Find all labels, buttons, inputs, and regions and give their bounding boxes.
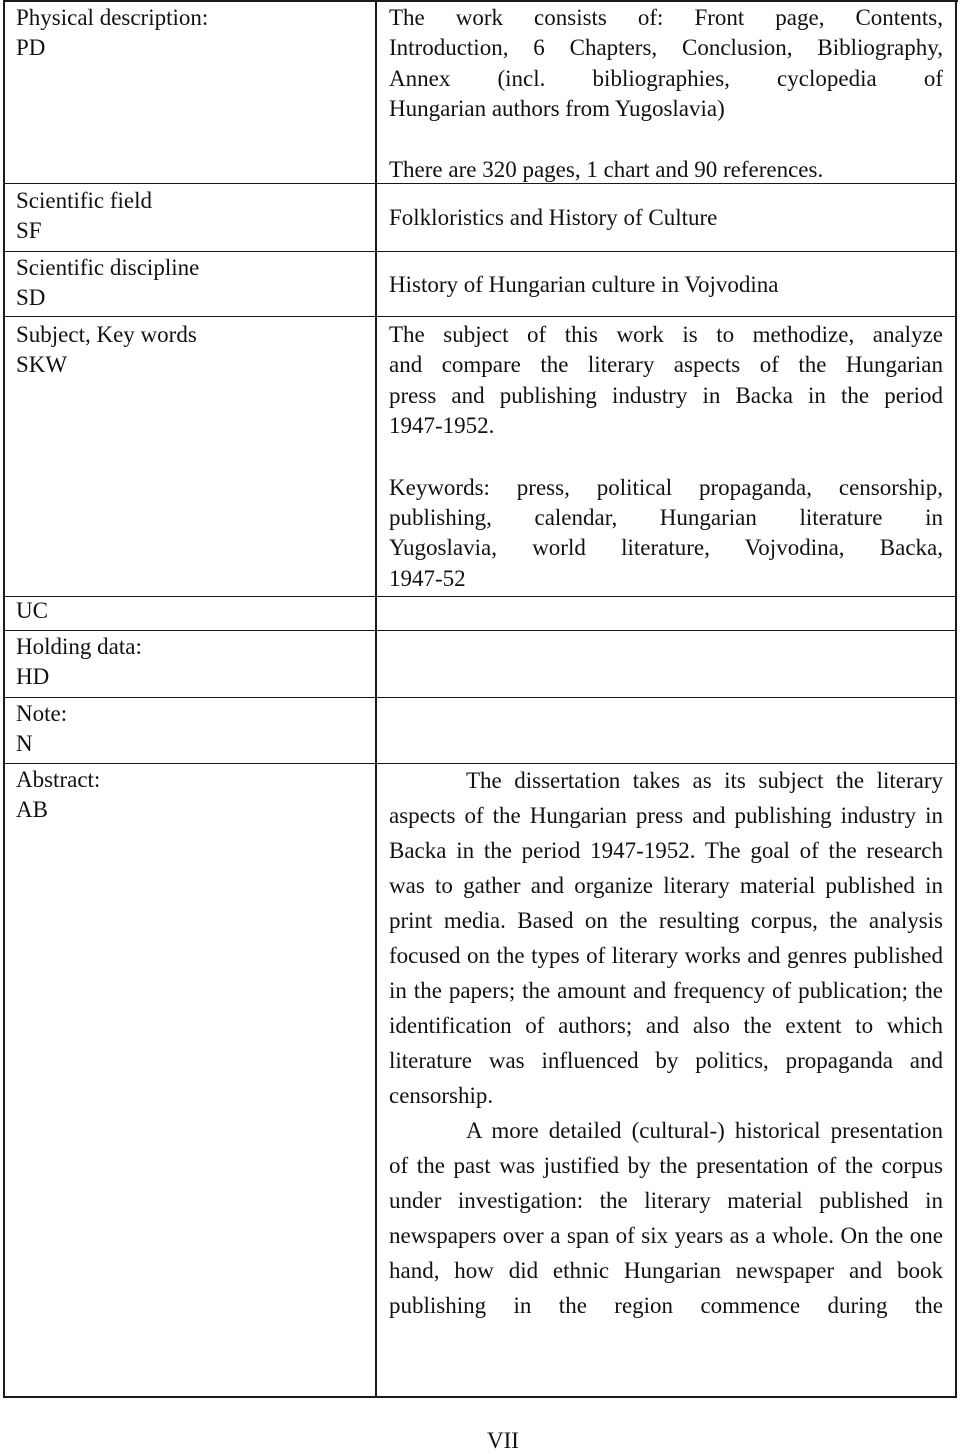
physical-description-code: PD: [16, 35, 46, 60]
subject-line: 1947-1952.: [389, 413, 495, 438]
scientific-field-code: SF: [16, 218, 42, 243]
subject-keywords-label: Subject, Key words: [16, 322, 197, 347]
abstract-paragraph: A more detailed (cultural-) historical presentation of the past was justified by the presentation of the corpus under investigation: the literary material published in newspapers over a span of six years as a whole. On the one hand, how did ethnic Hungarian newspaper and book publishing in the region commence during the: [389, 1118, 943, 1318]
physical-description-line: Hungarian authors from Yugoslavia): [389, 96, 725, 121]
physical-description-line: Introduction, 6 Chapters, Conclusion, Bibliography,: [389, 35, 943, 60]
subject-line: The subject of this work is to methodize, analyze: [389, 322, 943, 347]
abstract-label: Abstract:: [16, 767, 101, 792]
scientific-field-label: Scientific field: [16, 188, 153, 213]
physical-description-line: Annex (incl. bibliographies, cyclopedia of: [389, 66, 943, 91]
scientific-discipline-code: SD: [16, 285, 46, 310]
page-number: VII: [487, 1428, 519, 1453]
scientific-field-value: Folkloristics and History of Culture: [389, 205, 718, 230]
uc-label: UC: [16, 598, 48, 623]
holding-data-label: Holding data:: [16, 634, 142, 659]
keywords-line: 1947-52: [389, 566, 466, 591]
keywords-line: Keywords: press, political propaganda, censorship,: [389, 475, 943, 500]
row-divider: [3, 316, 957, 317]
table-border-right: [955, 0, 957, 1398]
subject-keywords-code: SKW: [16, 352, 68, 377]
abstract-text: [389, 763, 943, 1323]
table-border-left: [3, 0, 5, 1398]
abstract-code: AB: [16, 797, 48, 822]
physical-description-extent: There are 320 pages, 1 chart and 90 references.: [389, 157, 824, 182]
physical-description-label: Physical description:: [16, 5, 209, 30]
column-divider: [375, 0, 377, 1398]
table-border-top: [3, 0, 958, 2]
note-label: Note:: [16, 701, 68, 726]
scientific-discipline-label: Scientific discipline: [16, 255, 200, 280]
subject-line: and compare the literary aspects of the Hungarian: [389, 352, 943, 377]
abstract-paragraph: The dissertation takes as its subject the literary aspects of the Hungarian press and publishing industry in Backa in the period 1947-1952. The goal of the research was to gather and organize literary material published in print media. Based on the resulting corpus, the analysis focused on the types of literary works and genres published in the papers; the amount and frequency of publication; the identification of authors; and also the extent to which literature was influenced by politics, propaganda and censorship.: [389, 768, 943, 1108]
row-divider: [3, 251, 957, 252]
keywords-line: Yugoslavia, world literature, Vojvodina, Backa,: [389, 535, 943, 560]
scientific-discipline-value: History of Hungarian culture in Vojvodina: [389, 272, 779, 297]
row-divider: [3, 630, 957, 631]
subject-line: press and publishing industry in Backa in the period: [389, 383, 943, 408]
keywords-line: publishing, calendar, Hungarian literature in: [389, 505, 943, 530]
note-code: N: [16, 731, 33, 756]
table-border-bottom: [3, 1396, 957, 1398]
row-divider: [3, 596, 957, 597]
row-divider: [3, 697, 957, 698]
holding-data-code: HD: [16, 664, 50, 689]
physical-description-line: The work consists of: Front page, Contents,: [389, 5, 943, 30]
